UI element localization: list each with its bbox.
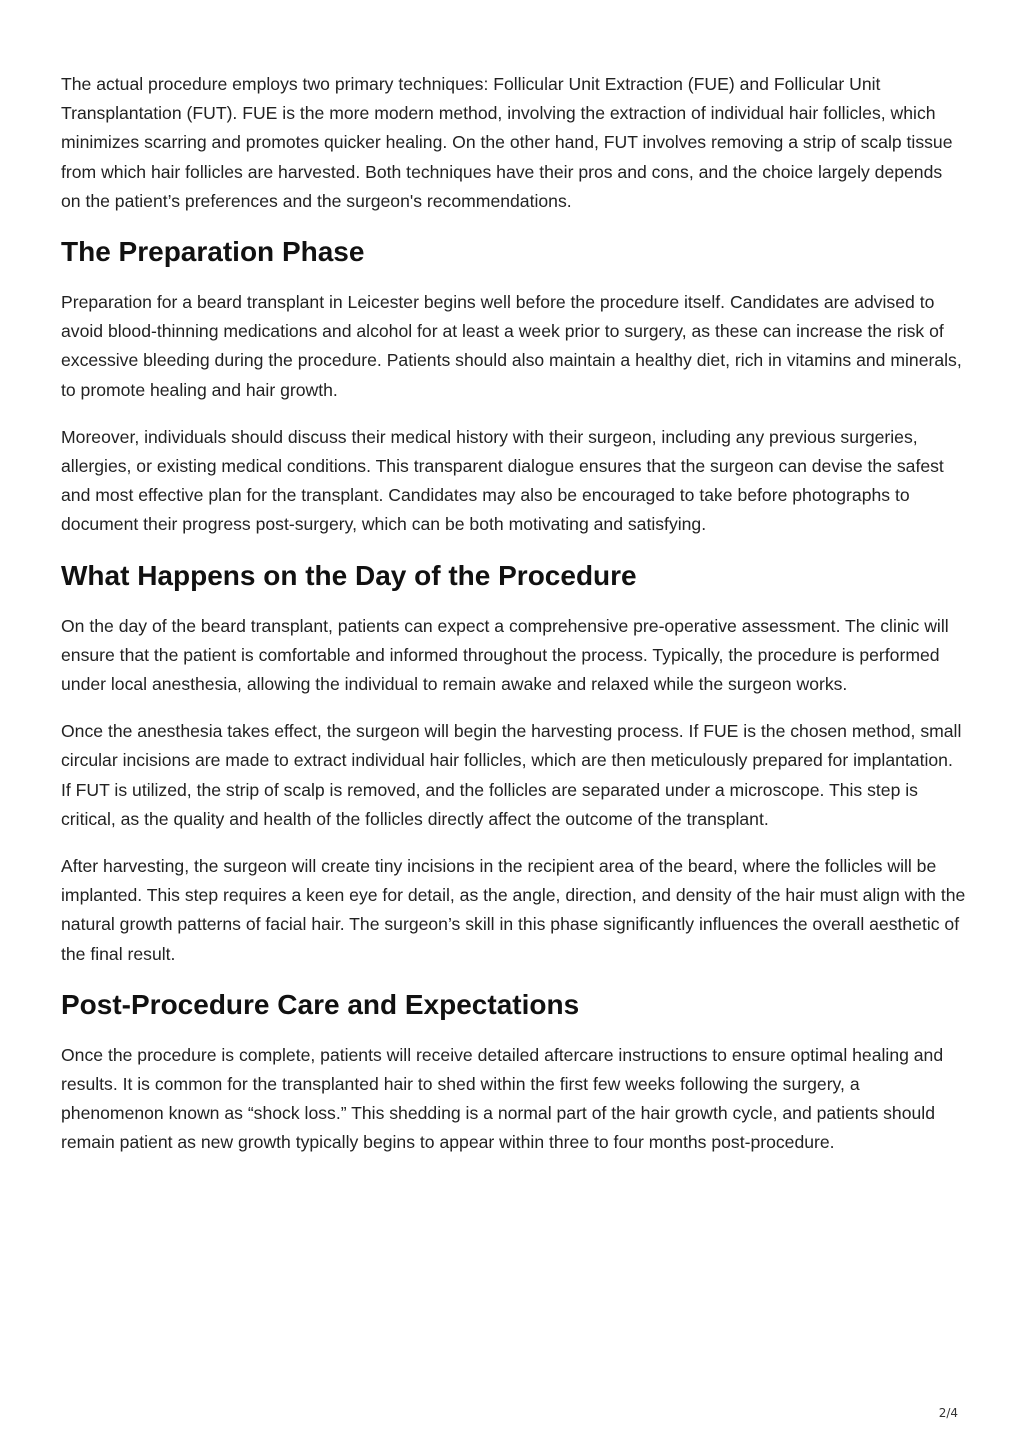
procedure-day-paragraph-1: On the day of the beard transplant, patients can expect a comprehensive pre-operative assessment. The clinic will ensure that the patient is comfortable and informed throughout the process. Typically, the procedure is performed under local anesthesia, allowing the individual to remain awake and relaxed while the surgeon works. <box>61 615 949 695</box>
post-procedure-paragraph-1: Once the procedure is complete, patients will receive detailed aftercare instructions to ensure optimal healing and results. It is common for the transplanted hair to shed within the first few weeks following the surgery, a phenomenon known as “shock loss.” This shedding is a normal part of the hair growth cycle, and patients should remain patient as new growth typically begins to appear within three to four months post-procedure. <box>61 1044 944 1153</box>
section-heading-procedure-day: What Happens on the Day of the Procedure <box>61 559 637 591</box>
section-heading-preparation: The Preparation Phase <box>61 236 365 268</box>
preparation-paragraph-2: Moreover, individuals should discuss their medical history with their surgeon, including any previous surgeries, allergies, or existing medical conditions. This transparent dialogue ensures that the surgeon can devise the safest and most effective plan for the transplant. Candidates may also be encouraged to take before photographs to document their progress post-surgery, which can be both motivating and satisfying. <box>61 426 944 535</box>
intro-paragraph: The actual procedure employs two primary techniques: Follicular Unit Extraction (FUE) and Follicular Unit Transplantation (FUT). FUE is the more modern method, involving the extraction of individual hair follicles, which minimizes scarring and promotes quicker healing. On the other hand, FUT involves removing a strip of scalp tissue from which hair follicles are harvested. Both techniques have their pros and cons, and the choice largely depends on the patient’s preferences and the surgeon's recommendations. <box>61 74 953 211</box>
document-body <box>61 70 966 1176</box>
preparation-paragraph-1: Preparation for a beard transplant in Leicester begins well before the procedure itself. Candidates are advised to avoid blood-thinning medications and alcohol for at least a week prior to surgery, as these can increase the risk of excessive bleeding during the procedure. Patients should also maintain a healthy diet, rich in vitamins and minerals, to promote healing and hair growth. <box>61 292 962 400</box>
section-heading-post-procedure: Post-Procedure Care and Expectations <box>61 988 580 1020</box>
procedure-day-paragraph-3: After harvesting, the surgeon will create tiny incisions in the recipient area of the beard, where the follicles will be implanted. This step requires a keen eye for detail, as the angle, direction, and density of the hair must align with the natural growth patterns of facial hair. The surgeon’s skill in this phase significantly influences the overall aesthetic of the final result. <box>61 856 966 964</box>
page-number: 2/4 <box>938 1406 958 1420</box>
procedure-day-paragraph-2: Once the anesthesia takes effect, the surgeon will begin the harvesting process. If FUE is the chosen method, small circular incisions are made to extract individual hair follicles, which are then meticulously prepared for implantation. If FUT is utilized, the strip of scalp is removed, and the follicles are separated under a microscope. This step is critical, as the quality and health of the follicles directly affect the outcome of the transplant. <box>61 721 962 829</box>
